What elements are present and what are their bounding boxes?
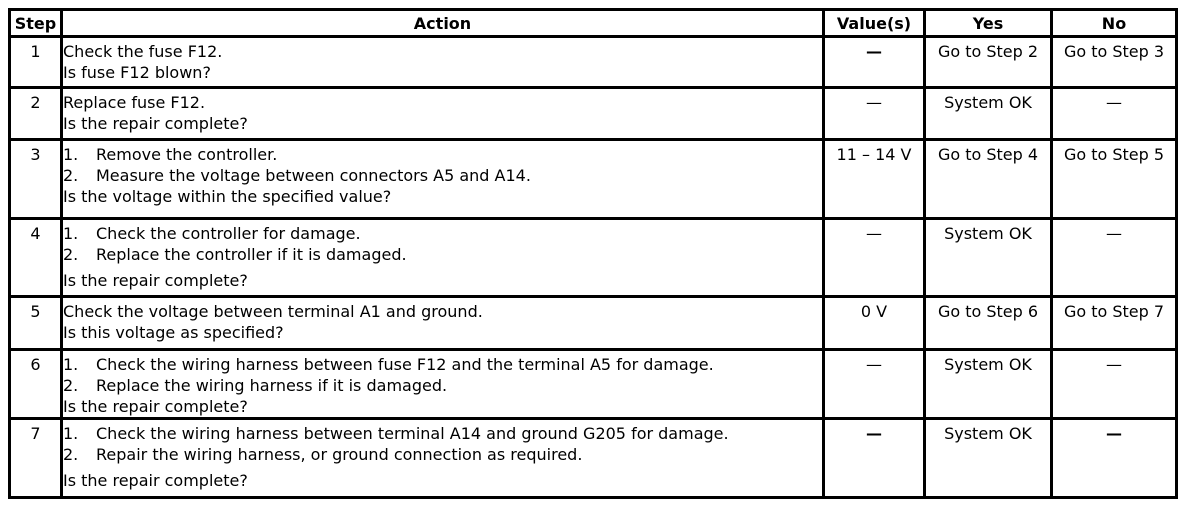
yes-cell: System OK [925,350,1052,419]
header-no: No [1052,10,1177,37]
value-cell: 0 V [824,297,925,350]
header-yes: Yes [925,10,1052,37]
table-row [10,297,1177,350]
no-cell: — [1052,88,1177,140]
table-row [10,88,1177,140]
no-cell: — [1052,419,1177,498]
action-item: 2. Replace the controller if it is damaged. [63,245,407,264]
action-cell [62,37,824,88]
step-number: 4 [10,219,62,297]
action-cell [62,297,824,350]
action-line: Replace fuse F12. [63,93,206,112]
header-values: Value(s) [824,10,925,37]
action-item: 1. Check the controller for damage. [63,224,361,243]
step-number: 6 [10,350,62,419]
action-question: Is fuse F12 blown? [63,63,211,82]
step-number: 7 [10,419,62,498]
value-cell: — [824,219,925,297]
action-item: 2. Replace the wiring harness if it is damaged. [63,376,448,395]
action-question: Is the voltage within the specified value? [63,187,392,206]
value-cell: — [824,419,925,498]
table-row [10,350,1177,419]
no-cell: Go to Step 7 [1052,297,1177,350]
no-cell: — [1052,219,1177,297]
action-line: Check the voltage between terminal A1 and ground. [63,302,483,321]
no-cell: — [1052,350,1177,419]
table-row [10,419,1177,498]
action-item: 1. Check the wiring harness between fuse F12 and the terminal A5 for damage. [63,355,714,374]
action-question: Is the repair complete? [63,397,248,416]
yes-cell: Go to Step 2 [925,37,1052,88]
action-question: Is the repair complete? [63,471,248,490]
action-cell [62,88,824,140]
yes-cell: Go to Step 4 [925,140,1052,219]
action-item: 1. Remove the controller. [63,145,278,164]
action-cell [62,419,824,498]
value-cell: — [824,88,925,140]
action-cell [62,140,824,219]
step-number: 1 [10,37,62,88]
action-item: 1. Check the wiring harness between terminal A14 and ground G205 for damage. [63,424,729,443]
no-cell: Go to Step 3 [1052,37,1177,88]
header-row [10,10,1177,37]
table-row [10,219,1177,297]
table-row [10,37,1177,88]
value-cell: — [824,350,925,419]
no-cell: Go to Step 5 [1052,140,1177,219]
yes-cell: System OK [925,88,1052,140]
yes-cell: System OK [925,419,1052,498]
action-cell [62,350,824,419]
action-question: Is the repair complete? [63,114,248,133]
step-number: 2 [10,88,62,140]
value-cell: 11 – 14 V [824,140,925,219]
step-number: 3 [10,140,62,219]
action-question: Is the repair complete? [63,271,248,290]
action-item: 2. Measure the voltage between connectors A5 and A14. [63,166,531,185]
yes-cell: System OK [925,219,1052,297]
action-cell [62,219,824,297]
action-line: Check the fuse F12. [63,42,223,61]
header-step: Step [10,10,62,37]
header-action: Action [62,10,824,37]
yes-cell: Go to Step 6 [925,297,1052,350]
diagnostic-table [8,8,1178,499]
table-row [10,140,1177,219]
action-item: 2. Repair the wiring harness, or ground connection as required. [63,445,583,464]
value-cell: — [824,37,925,88]
step-number: 5 [10,297,62,350]
action-question: Is this voltage as specified? [63,323,284,342]
